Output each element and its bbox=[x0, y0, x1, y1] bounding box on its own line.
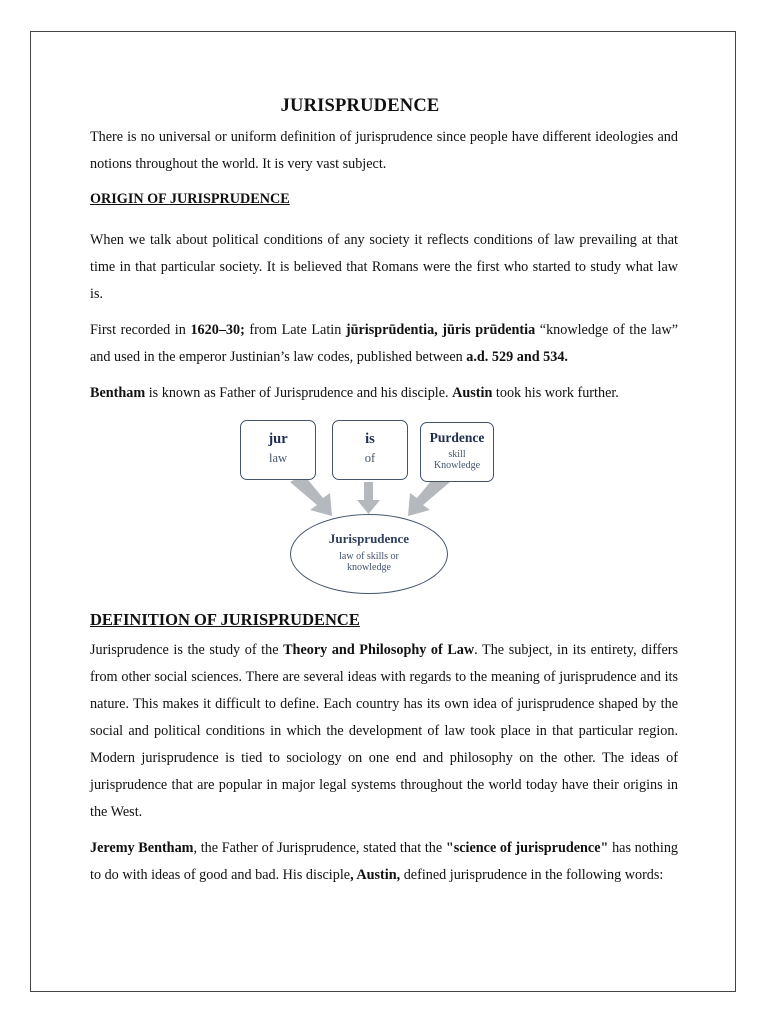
diagram-box-is bbox=[332, 420, 408, 480]
box-purdence-label: Purdence bbox=[429, 430, 485, 445]
intro-paragraph: There is no universal or uniform definition of jurisprudence since people have different ideologies and notions throughout the world. It is very vast subject. bbox=[90, 129, 678, 172]
box-is-label: is bbox=[365, 431, 375, 447]
origin-paragraph-2: First recorded in 1620–30; from Late Latin jūrisprūdentia, jūris prūdentia “knowledge of the law” and used in the emperor Justinian’s law codes, published between a.d. 529 and 534. bbox=[90, 322, 678, 365]
etymology-diagram bbox=[240, 418, 500, 598]
arrow-middle bbox=[357, 482, 380, 514]
ellipse-title: Jurisprudence bbox=[328, 531, 410, 546]
box-jur-label: jur bbox=[268, 431, 288, 447]
page-title: JURISPRUDENCE bbox=[280, 96, 440, 116]
ellipse-meaning-2: knowledge bbox=[347, 562, 391, 573]
definition-paragraph-1: Jurisprudence is the study of the Theory and Philosophy of Law. The subject, in its entirety, differs from other social sciences. There are several ideas with regards to the meaning of jurisprudence and its nature. This makes it difficult to define. Each country has its own idea of jurisprudence shaped by the social and political conditions in which the development of law took place in that particular region. Modern jurisprudence is tied to sociology on one end and philosophy on the other. The ideas of jurisprudence that are popular in major legal systems throughout the world today have their origins in the West. bbox=[90, 642, 679, 820]
arrow-left bbox=[290, 475, 332, 516]
origin-paragraph-3: Bentham is known as Father of Jurisprudence and his disciple. Austin took his work further. bbox=[90, 385, 619, 401]
diagram-box-jur bbox=[240, 420, 316, 480]
box-purdence-meaning-1: skill bbox=[448, 449, 466, 460]
ellipse-meaning-1: law of skills or bbox=[339, 551, 399, 562]
definition-paragraph-2: Jeremy Bentham, the Father of Jurisprudence, stated that the "science of jurisprudence" has nothing to do with ideas of good and bad. His disciple, Austin, defined jurisprudence in the following words: bbox=[90, 840, 679, 883]
box-jur-meaning: law bbox=[268, 451, 288, 465]
diagram-ellipse-jurisprudence bbox=[290, 514, 448, 594]
definition-heading: DEFINITION OF JURISPRUDENCE bbox=[90, 610, 360, 629]
diagram-box-purdence bbox=[420, 422, 494, 482]
box-is-meaning: of bbox=[364, 451, 376, 465]
origin-paragraph-1: When we talk about political conditions of any society it reflects conditions of law prevailing at that time in that particular society. It is believed that Romans were the first who started to study what law is. bbox=[90, 232, 678, 302]
origin-heading: ORIGIN OF JURISPRUDENCE bbox=[90, 191, 290, 207]
box-purdence-meaning-2: Knowledge bbox=[433, 460, 481, 471]
